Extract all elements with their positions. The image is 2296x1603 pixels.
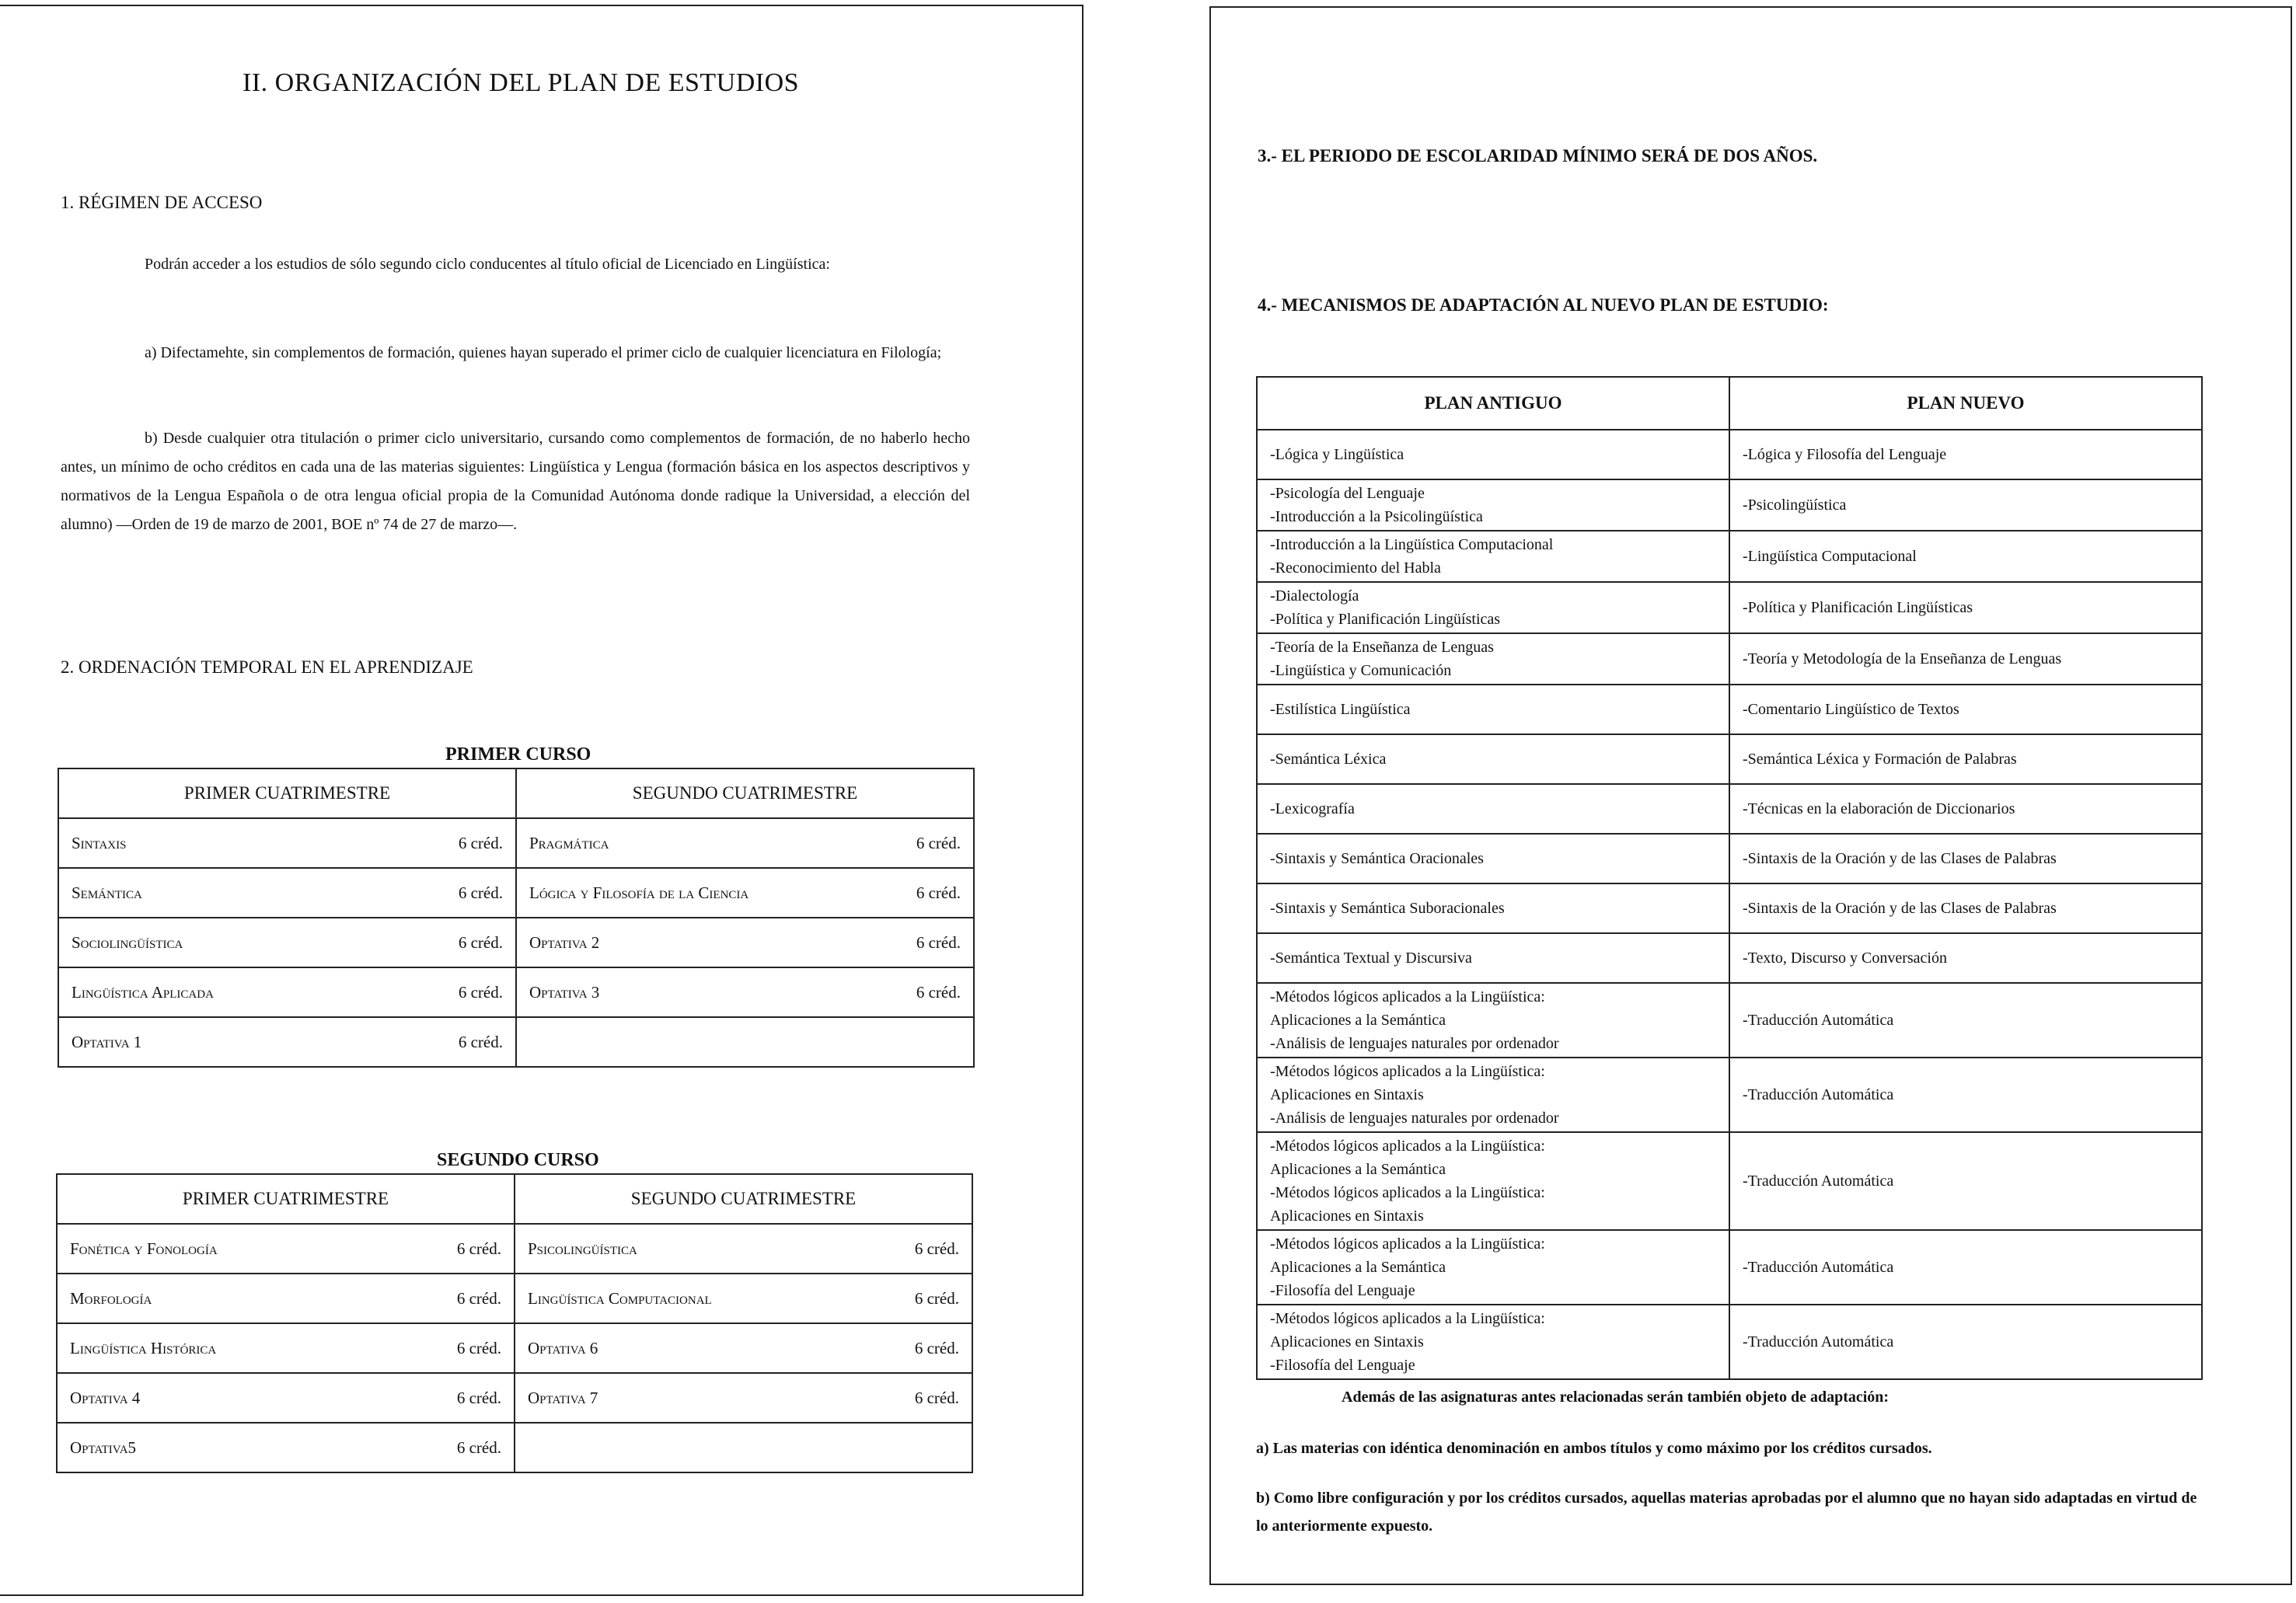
adaptation-note-b: b) Como libre configuración y por los créditos cursados, aquellas materias aprobadas por el alumno que no hayan sido adaptadas en virtud de lo anteriormente expuesto. [1256,1490,2197,1535]
old-subject: -Métodos lógicos aplicados a la Lingüística: [1270,1310,1545,1327]
old-plan-cell [1257,1305,1729,1379]
old-plan-cell [1257,685,1729,734]
old-subject: -Semántica Textual y Discursiva [1270,950,1472,967]
subject-cell [57,1224,515,1274]
old-subject: -Métodos lógicos aplicados a la Lingüística: [1270,1235,1545,1253]
credits: 6 créd. [458,883,503,902]
subject-cell [57,1323,515,1373]
new-plan-cell: -Psicolingüística [1729,479,2202,531]
column-header-new-plan: PLAN NUEVO [1729,377,2202,430]
new-plan-cell: -Traducción Automática [1729,1230,2202,1305]
new-plan-cell: -Sintaxis de la Oración y de las Clases de Palabras [1729,883,2202,933]
new-plan-cell: -Comentario Lingüístico de Textos [1729,685,2202,734]
table-row [58,967,974,1017]
subject-cell [57,1423,515,1472]
old-subject: -Teoría de la Enseñanza de Lenguas [1270,639,1494,656]
primer-curso-title: PRIMER CURSO [445,744,591,765]
table-row [58,1017,974,1067]
table-row [58,818,974,868]
adaptation-note-intro: Además de las asignaturas antes relacionadas serán también objeto de adaptación: [1342,1389,1889,1406]
subject-cell [515,1323,972,1373]
old-subject: Aplicaciones en Sintaxis [1270,1207,1424,1225]
old-plan-cell [1257,582,1729,633]
table-row [1257,633,2202,685]
subject-cell [516,818,974,868]
table-header-row [1257,377,2202,430]
column-header: PRIMER CUATRIMESTRE [58,768,516,818]
credits: 6 créd. [458,932,503,952]
old-subject: -Introducción a la Lingüística Computacional [1270,536,1554,553]
subject-cell [57,1373,515,1423]
old-subject: -Sintaxis y Semántica Oracionales [1270,850,1484,867]
table-row [57,1423,972,1472]
segundo-curso-table [56,1173,973,1473]
credits: 6 créd. [916,932,961,952]
credits: 6 créd. [456,1338,501,1357]
old-subject: -Política y Planificación Lingüísticas [1270,611,1501,628]
table-row [1257,685,2202,734]
subject-name: Semántica [72,883,142,902]
old-subject: -Métodos lógicos aplicados a la Lingüística: [1270,988,1545,1005]
old-plan-cell [1257,1230,1729,1305]
old-subject: -Métodos lógicos aplicados a la Lingüística: [1270,1063,1545,1080]
old-plan-cell [1257,983,1729,1058]
column-header: SEGUNDO CUATRIMESTRE [516,768,974,818]
old-subject: -Reconocimiento del Habla [1270,559,1441,577]
old-subject: -Sintaxis y Semántica Suboracionales [1270,900,1505,917]
new-plan-cell: -Lingüística Computacional [1729,531,2202,582]
new-plan-cell: -Política y Planificación Lingüísticas [1729,582,2202,633]
subject-name: Lingüística Histórica [70,1338,217,1357]
adaptation-table-body [1257,430,2202,1379]
old-subject: -Lingüística y Comunicación [1270,662,1452,679]
subject-name: Lingüística Aplicada [72,982,214,1002]
table-row [1257,784,2202,834]
empty-cell [516,1017,974,1067]
credits: 6 créd. [916,883,961,902]
old-plan-cell [1257,834,1729,883]
old-plan-cell [1257,479,1729,531]
credits: 6 créd. [456,1288,501,1308]
table-row [1257,834,2202,883]
credits: 6 créd. [914,1338,959,1357]
old-subject: -Lógica y Lingüística [1270,446,1404,463]
subject-name: Optativa5 [70,1437,137,1457]
old-subject: Aplicaciones a la Semántica [1270,1161,1446,1178]
subject-cell [516,868,974,918]
adaptation-note-a: a) Las materias con idéntica denominación en ambos títulos y como máximo por los créditos cursados. [1256,1440,1932,1457]
left-page [0,5,1083,1596]
old-subject: -Lexicografía [1270,800,1355,817]
old-plan-cell [1257,430,1729,479]
old-subject: -Estilística Lingüística [1270,701,1411,718]
credits: 6 créd. [914,1288,959,1308]
new-plan-cell: -Lógica y Filosofía del Lenguaje [1729,430,2202,479]
old-plan-cell [1257,1058,1729,1132]
subject-cell [516,918,974,967]
old-subject: Aplicaciones a la Semántica [1270,1012,1446,1029]
new-plan-cell: -Sintaxis de la Oración y de las Clases de Palabras [1729,834,2202,883]
old-plan-cell [1257,784,1729,834]
subject-name: Lingüística Computacional [528,1288,712,1308]
subject-cell [58,868,516,918]
old-subject: -Análisis de lenguajes naturales por ordenador [1270,1035,1559,1052]
credits: 6 créd. [456,1437,501,1457]
subject-name: Lógica y Filosofía de la Ciencia [529,883,749,902]
segundo-curso-title: SEGUNDO CURSO [437,1150,599,1170]
credits: 6 créd. [458,1032,503,1051]
subject-name: Pragmática [529,833,609,852]
old-subject: -Semántica Léxica [1270,751,1387,768]
new-plan-cell: -Texto, Discurso y Conversación [1729,933,2202,983]
subject-name: Optativa 3 [529,982,600,1002]
subject-name: Sociolingüística [72,932,183,952]
subject-name: Fonética y Fonología [70,1239,218,1258]
table-row [1257,1305,2202,1379]
old-subject: -Métodos lógicos aplicados a la Lingüística: [1270,1184,1545,1201]
new-plan-cell: -Traducción Automática [1729,1305,2202,1379]
old-subject: Aplicaciones en Sintaxis [1270,1086,1424,1103]
right-page [1209,6,2292,1585]
subject-name: Morfología [70,1288,152,1308]
table-row [1257,983,2202,1058]
table-row [57,1274,972,1323]
subject-cell [515,1373,972,1423]
old-subject: -Filosofía del Lenguaje [1270,1357,1415,1374]
credits: 6 créd. [914,1239,959,1258]
table-row [58,868,974,918]
subject-name: Psicolingüística [528,1239,637,1258]
old-subject: -Métodos lógicos aplicados a la Lingüística: [1270,1138,1545,1155]
old-subject: Aplicaciones a la Semántica [1270,1259,1446,1276]
section-1-heading: 1. RÉGIMEN DE ACCESO [61,193,263,212]
adaptation-table [1256,376,2203,1380]
new-plan-cell: -Traducción Automática [1729,1132,2202,1230]
old-plan-cell [1257,734,1729,784]
section-1-item-b: b) Desde cualquier otra titulación o primer ciclo universitario, cursando como complementos de formación, de no haberlo hecho antes, un mínimo de ocho créditos en cada una de las materias siguientes: Lingüística y Lengua (formación básica en los aspectos descriptivos y normativos de la Lengua Española o de otra lengua oficial propia de la Comunidad Autónoma donde radique la Universidad, a elección del alumno) —Orden de 19 de marzo de 2001, BOE nº 74 de 27 de marzo—. [61,430,970,533]
section-1-intro: Podrán acceder a los estudios de sólo segundo ciclo conducentes al título oficial de Licenciado en Lingüística: [145,256,830,273]
section-4-heading: 4.- MECANISMOS DE ADAPTACIÓN AL NUEVO PLAN DE ESTUDIO: [1258,295,1829,315]
table-header-row [58,768,974,818]
old-plan-cell [1257,633,1729,685]
table-header-row [57,1174,972,1224]
table-row [57,1373,972,1423]
subject-name: Optativa 6 [528,1338,598,1357]
old-plan-cell [1257,933,1729,983]
primer-curso-table [58,768,975,1068]
subject-cell [58,1017,516,1067]
table-row [1257,430,2202,479]
table-row [1257,582,2202,633]
section-1-item-a: a) Difectamehte, sin complementos de formación, quienes hayan superado el primer ciclo de cualquier licenciatura en Filología; [145,344,942,361]
old-subject: -Introducción a la Psicolingüística [1270,508,1483,525]
table-row [1257,1058,2202,1132]
subject-cell [58,818,516,868]
old-subject: -Filosofía del Lenguaje [1270,1282,1415,1299]
page-title: II. ORGANIZACIÓN DEL PLAN DE ESTUDIOS [243,68,800,97]
new-plan-cell: -Teoría y Metodología de la Enseñanza de Lenguas [1729,633,2202,685]
subject-name: Optativa 1 [72,1032,142,1051]
table-row [58,918,974,967]
table-row [57,1323,972,1373]
subject-cell [515,1274,972,1323]
old-subject: -Dialectología [1270,587,1359,605]
subject-name: Optativa 4 [70,1388,141,1407]
column-header: PRIMER CUATRIMESTRE [57,1174,515,1224]
subject-cell [57,1274,515,1323]
section-3-heading: 3.- EL PERIODO DE ESCOLARIDAD MÍNIMO SERÁ DE DOS AÑOS. [1258,146,1818,166]
new-plan-cell: -Semántica Léxica y Formación de Palabras [1729,734,2202,784]
credits: 6 créd. [916,833,961,852]
new-plan-cell: -Traducción Automática [1729,983,2202,1058]
table-row [1257,933,2202,983]
subject-cell [58,918,516,967]
table-row [57,1224,972,1274]
new-plan-cell: -Traducción Automática [1729,1058,2202,1132]
subject-name: Sintaxis [72,833,127,852]
subject-cell [515,1224,972,1274]
credits: 6 créd. [456,1239,501,1258]
table-row [1257,734,2202,784]
table-row [1257,1230,2202,1305]
credits: 6 créd. [458,982,503,1002]
subject-cell [516,967,974,1017]
credits: 6 créd. [456,1388,501,1407]
old-subject: -Psicología del Lenguaje [1270,485,1425,502]
column-header: SEGUNDO CUATRIMESTRE [515,1174,972,1224]
old-subject: -Análisis de lenguajes naturales por ordenador [1270,1110,1559,1127]
old-plan-cell [1257,883,1729,933]
old-plan-cell [1257,1132,1729,1230]
new-plan-cell: -Técnicas en la elaboración de Diccionarios [1729,784,2202,834]
table-row [1257,479,2202,531]
column-header-old-plan: PLAN ANTIGUO [1257,377,1729,430]
old-subject: Aplicaciones en Sintaxis [1270,1333,1424,1350]
old-plan-cell [1257,531,1729,582]
credits: 6 créd. [458,833,503,852]
section-2-heading: 2. ORDENACIÓN TEMPORAL EN EL APRENDIZAJE [61,657,473,677]
table-row [1257,1132,2202,1230]
table-row [1257,883,2202,933]
subject-name: Optativa 7 [528,1388,598,1407]
credits: 6 créd. [916,982,961,1002]
subject-cell [58,967,516,1017]
table-row [1257,531,2202,582]
subject-name: Optativa 2 [529,932,600,952]
credits: 6 créd. [914,1388,959,1407]
empty-cell [515,1423,972,1472]
